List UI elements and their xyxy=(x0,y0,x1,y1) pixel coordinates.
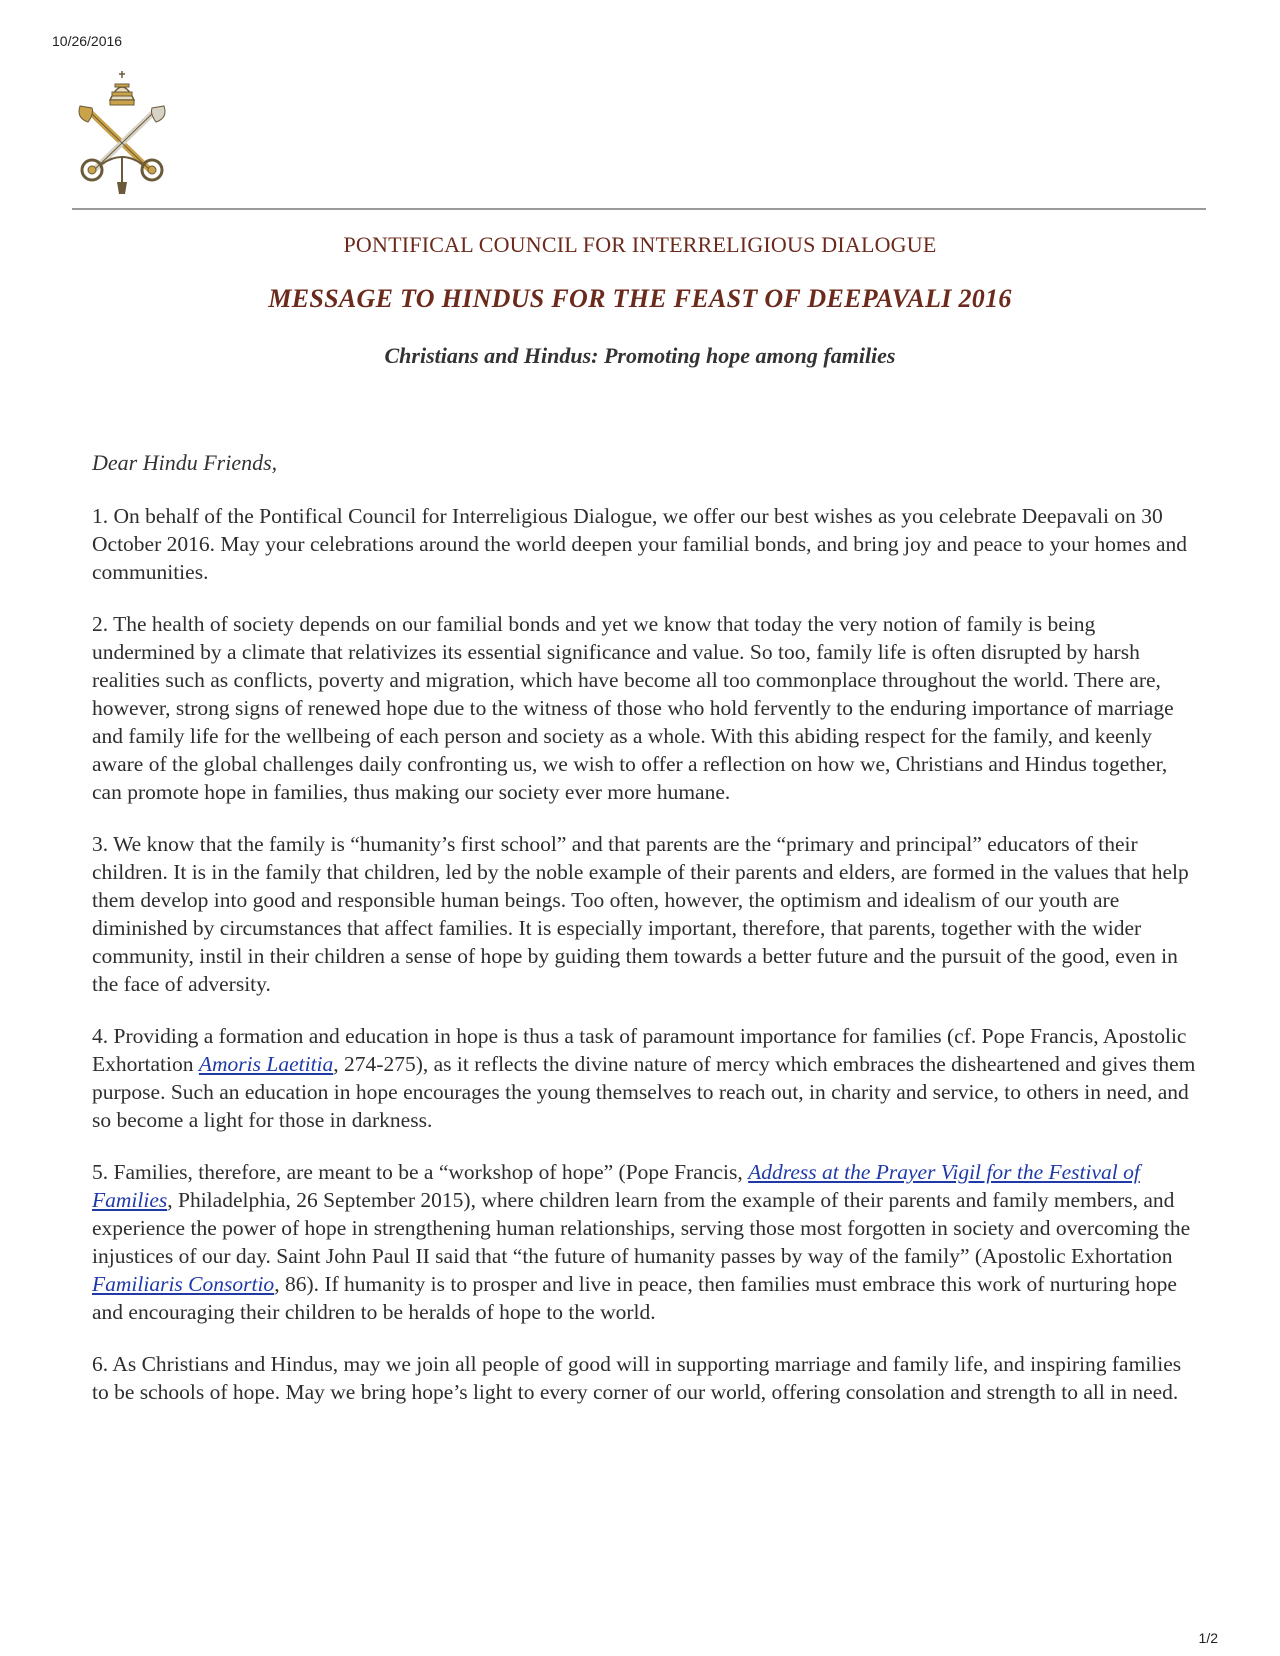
paragraph-6: 6. As Christians and Hindus, may we join all people of good will in supporting marriage and family life, and inspiring families to be schools of hope. May we bring hope’s light to every corner of our world, offering consolation and strength to all in need. xyxy=(92,1352,1182,1404)
paragraph-3: 3. We know that the family is “humanity’s first school” and that parents are the “primary and principal” educators of their children. It is in the family that children, led by the noble example of their parents and elders, are formed in the values that help them develop into good and responsible human beings. Too often, however, the optimism and idealism of our youth are diminished by circumstances that affect families. It is especially important, therefore, that parents, together with the wider community, instil in their children a sense of hope by guiding them towards a better future and the pursuit of the good, even in the face of adversity. xyxy=(92,832,1189,996)
message-body xyxy=(92,502,1202,1430)
print-date: 10/26/2016 xyxy=(52,33,123,49)
page-number: 1/2 xyxy=(1198,1630,1218,1646)
paragraph-5-text-middle: , Philadelphia, 26 September 2015), where children learn from the example of their parents and family members, and experience the power of hope in strengthening human relationships, serving those most forgotten in society and overcoming the injustices of our day. Saint John Paul II said that “the future of humanity passes by way of the family” (Apostolic Exhortation xyxy=(92,1188,1191,1268)
paragraph-5-text-start: 5. Families, therefore, are meant to be a “workshop of hope” (Pope Francis, xyxy=(92,1160,749,1184)
paragraph-5 xyxy=(92,1158,1202,1326)
message-title: MESSAGE TO HINDUS FOR THE FEAST OF DEEPAVALI 2016 xyxy=(268,284,1012,313)
message-subtitle: Christians and Hindus: Promoting hope among families xyxy=(384,343,896,368)
council-name: PONTIFICAL COUNCIL FOR INTERRELIGIOUS DIALOGUE xyxy=(343,232,937,257)
prayer-vigil-address-link[interactable]: Address at the Prayer Vigil for the Festival of Families xyxy=(92,1160,1140,1212)
amoris-laetitia-link[interactable]: Amoris Laetitia xyxy=(198,1052,334,1076)
paragraph-1: 1. On behalf of the Pontifical Council for Interreligious Dialogue, we offer our best wishes as you celebrate Deepavali on 30 October 2016. May your celebrations around the world deepen your familial bonds, and bring joy and peace to your homes and communities. xyxy=(92,504,1187,584)
salutation: Dear Hindu Friends, xyxy=(92,450,278,475)
familiaris-consortio-link[interactable]: Familiaris Consortio xyxy=(92,1272,275,1296)
paragraph-2: 2. The health of society depends on our familial bonds and yet we know that today the very notion of family is being undermined by a climate that relativizes its essential significance and value. So too, family life is often disrupted by harsh realities such as conflicts, poverty and migration, which have become all too commonplace throughout the world. There are, however, strong signs of renewed hope due to the witness of those who hold fervently to the enduring importance of marriage and family life for the wellbeing of each person and society as a whole. With this abiding respect for the family, and keenly aware of the global challenges daily confronting us, we wish to offer a reflection on how we, Christians and Hindus together, can promote hope in families, thus making our society ever more humane. xyxy=(92,612,1174,804)
header-divider xyxy=(72,208,1206,210)
papal-coat-of-arms-icon xyxy=(70,70,174,196)
paragraph-4-text-start: 4. Providing a formation and education in hope is thus a task of paramount importance for families (cf. Pope Francis, Apostolic Exhortation xyxy=(92,1024,1187,1076)
paragraph-4 xyxy=(92,1022,1202,1134)
paragraph-4-text-end: , 274-275), as it reflects the divine nature of mercy which embraces the disheartened and gives them purpose. Such an education in hope encourages the young themselves to reach out, in charity and service, to others in need, and so become a light for those in darkness. xyxy=(92,1052,1196,1132)
paragraph-5-text-end: , 86). If humanity is to prosper and live in peace, then families must embrace this work of nurturing hope and encouraging their children to be heralds of hope to the world. xyxy=(92,1272,1177,1324)
